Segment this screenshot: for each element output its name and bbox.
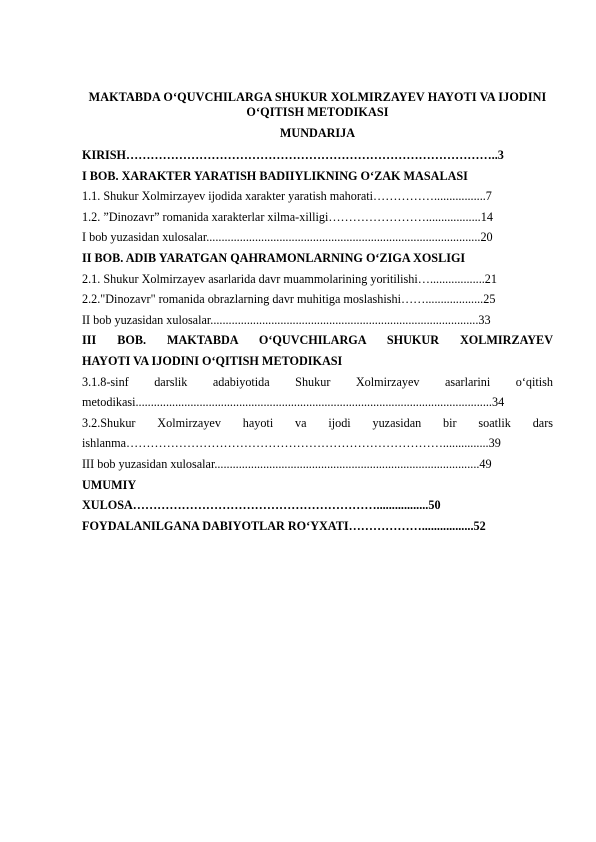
toc-page-number: 3 (497, 148, 504, 162)
toc-entry-3-1-line-1: 3.1.8-sinf darslik adabiyotida Shukur Xolmirzayev asarlarini o‘qitish (82, 374, 553, 389)
toc-entry-general-line-2: XULOSA……………………………………………………................. 50 (82, 495, 482, 516)
toc-page-number: 14 (480, 209, 493, 224)
toc-entry-chapter-3-conclusion: III bob yuzasidan xulosalar....................................................................................... 49 (82, 454, 553, 475)
toc-entry-2-1: 2.1. Shukur Xolmirzayev asarlarida davr muammolarining yoritilishi….................. 21 (82, 269, 553, 290)
toc-chapter-3-line-1: III BOB. MAKTABDA O‘QUVCHILARGA SHUKUR XOLMIRZAYEV (82, 333, 553, 348)
contents-heading: MUNDARIJA (279, 126, 356, 140)
toc-entry-1-1: 1.1. Shukur Xolmirzayev ijodida xarakter yaratish mahorati……………................. 7 (82, 186, 553, 207)
toc-entry-general-line-1: UMUMIY (82, 477, 137, 492)
toc-entry-references: FOYDALANILGANA DABIYOTLAR RO‘YXATI………………................. 52 (82, 516, 553, 537)
toc-page-number: 39 (488, 436, 501, 451)
document-page (82, 90, 553, 536)
document-title: MAKTABDA O‘QUVCHILARGA SHUKUR XOLMIRZAYEV HAYOTI VA IJODINI O‘QITISH METODIKASI (88, 90, 547, 119)
toc-entry-2-2: 2.2."Dinozavr" romanida obrazlarning davr muhitiga moslashishi……................... 25 (82, 289, 553, 310)
toc-page-number: 25 (483, 292, 496, 307)
toc-page-number: 33 (478, 312, 491, 327)
toc-page-number: 49 (479, 456, 492, 471)
toc-entry-3-2-line-2: ishlanma……………………………………………………………………............... 39 (82, 433, 553, 454)
toc-entry-chapter-2-conclusion: II bob yuzasidan xulosalar........................................................................................ 33 (82, 310, 553, 331)
toc-entry-chapter-1-conclusion: I bob yuzasidan xulosalar.......................................................................................... 20 (82, 227, 553, 248)
toc-page-number: 20 (480, 230, 493, 245)
toc-page-number: 52 (473, 518, 486, 533)
toc-page-number: 34 (491, 395, 505, 410)
toc-page-number: 7 (485, 189, 492, 204)
toc-page-number: 50 (428, 498, 441, 513)
toc-entry-kirish: KIRISH……………………………………………………………………………….. 3 (82, 145, 553, 166)
toc-entry-3-1-line-2: metodikasi..................................................................................................................... 34 (82, 392, 553, 413)
toc-entry-3-2-line-1: 3.2.Shukur Xolmirzayev hayoti va ijodi yuzasidan bir soatlik dars (82, 415, 553, 430)
toc-chapter-3-line-2: HAYOTI VA IJODINI O‘QITISH METODIKASI (82, 353, 343, 368)
table-of-contents (82, 145, 553, 536)
toc-page-number: 21 (484, 271, 497, 286)
toc-chapter-2: II BOB. ADIB YARATGAN QAHRAMONLARNING O‘ZIGA XOSLIGI (82, 250, 466, 265)
toc-entry-1-2: 1.2. ”Dinozavr” romanida xarakterlar xilma-xilligi…………………….................. 14 (82, 207, 553, 228)
toc-chapter-1: I BOB. XARAKTER YARATISH BADIIYLIKNING O‘ZAK MASALASI (82, 168, 468, 183)
